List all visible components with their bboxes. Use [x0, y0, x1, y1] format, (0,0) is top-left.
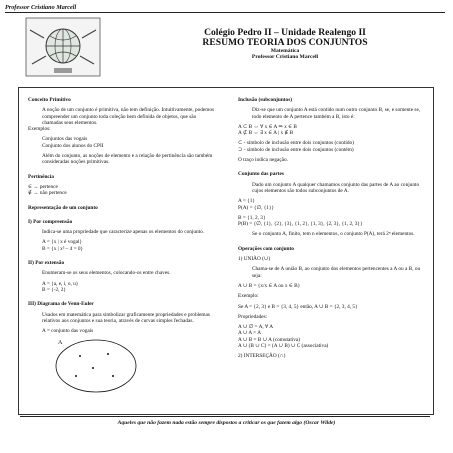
paragraph-uniao: Chama-se de A união B, ao conjunto dos elementos pertencentes a A ou a B, ou seja:: [252, 266, 421, 279]
paragraph-partes: Dado um conjunto A qualquer chamamos conjunto das partes de A ao conjunto cujos elementos são todos subconjuntos de A.: [252, 181, 420, 194]
power-set-example: P(A) = {∅, {1}}: [238, 204, 275, 211]
pertinence-item: ∉ → não pertence: [28, 190, 67, 197]
power-set-example: B = {1, 2, 3}: [238, 214, 266, 221]
venn-caption: A = conjunto das vogais: [42, 328, 94, 335]
header-rule: [5, 12, 445, 13]
svg-text:A: A: [58, 340, 63, 347]
title-block: [120, 28, 450, 61]
power-set-example: A = {1}: [238, 198, 255, 205]
set-example: A = {a, e, i, o, u}: [42, 280, 79, 287]
heading-inclusao: Inclusão (subconjuntos): [238, 97, 293, 103]
paragraph-venn: Usados em matemática para simbolizar graficamente propriedades e problemas relativos aos conjuntos e sua teoria, através de curvas simples fechadas.: [42, 311, 210, 324]
property-item: A ∪ (B ∪ C) = (A ∪ B) ∪ C (associativa): [238, 343, 329, 350]
symbol-note: ⊂ - símbolo de inclusão entre dois conjuntos (contido): [238, 140, 354, 147]
heading-extensao: II) Por extensão: [28, 260, 65, 267]
symbol-note: ⊃ - símbolo de inclusão entre dois conjuntos (contém): [238, 146, 354, 153]
heading-conceito: Conceito Primitivo: [28, 97, 71, 103]
union-example: Se A = {2, 3} e B = {3, 4, 5} então, A ∪ B = {2, 3, 4, 5}: [238, 303, 358, 310]
heading-venn: III) Diagrama de Venn-Euler: [28, 301, 94, 308]
venn-diagram: [38, 336, 158, 396]
set-example: A = {x | x é vogal}: [42, 239, 83, 246]
footer-rule: [20, 416, 430, 417]
paragraph-compreensao: Indica-se uma propriedade que caracterize apenas os elementos do conjunto.: [42, 229, 205, 236]
property-item: A ∪ B = B ∪ A (comutativa): [238, 336, 301, 343]
paragraph-alem: Além do conjunto, as noções de elemento e a relação de pertinência são também consideradas noções primitivas.: [42, 153, 213, 166]
example-label: Exemplo:: [238, 293, 259, 300]
inclusion-formula: A ⊄ B ⇔ ∃ x ∈ A | x ∉ B: [238, 130, 294, 137]
properties-label: Propriedades:: [238, 313, 268, 320]
paragraph-inclusao: Diz-se que um conjunto A está contido num outro conjunto B, se, e somente se, todo elemento de A pertence também a B, isto é:: [252, 107, 421, 120]
school-name: Colégio Pedro II – Unidade Realengo II: [204, 27, 366, 38]
negation-note: O traço indica negação.: [238, 157, 288, 164]
author-tag: Professor Cristiano Marcell: [5, 4, 77, 11]
document-title: RESUMO TEORIA DOS CONJUNTOS: [202, 37, 368, 48]
school-logo: [24, 16, 102, 78]
paragraph-extensao: Enumeram-se os seus elementos, colocando-os entre chaves.: [42, 270, 171, 277]
union-definition: A ∪ B = {x/x ∈ A ou x ∈ B}: [238, 282, 301, 289]
pertinence-item: ∈ → pertence: [28, 183, 58, 190]
left-column: [28, 93, 218, 396]
heading-pertinencia: Pertinência: [28, 173, 54, 180]
paragraph-conceito: A noção de um conjunto é primitiva, não tem definição. Intuitivamente, podemos compreender um conjunto toda coleção bem definida de objetos, que são chamadas seus elementos.: [42, 107, 215, 126]
paragraph-finito: Se o conjunto A, finito, tem n elementos, o conjunto P(A), terá 2ⁿ elementos.: [252, 231, 415, 238]
power-set-example: P(B) = {∅, {1}, {2}, {3}, {1, 2}, {1, 3}, {2, 3}, {1, 2, 3}}: [238, 221, 363, 228]
heading-partes: Conjunto das partes: [238, 171, 284, 178]
union-heading: 1) UNIÃO (∪): [238, 256, 271, 263]
footer-quote: Aqueles que não fazem nada estão sempre dispostos a criticar os que fazem algo (Oscar Wilde): [117, 420, 336, 426]
example-item: Conjunto dos alunos do CPII: [42, 142, 104, 149]
heading-operacoes: Operações com conjunto: [238, 245, 294, 252]
intersection-heading: 2) INTERSEÇÃO (∩): [238, 353, 286, 360]
set-example: B = {x | x² – 4 = 0}: [42, 245, 84, 252]
examples-label: Exemplos:: [28, 126, 51, 133]
inclusion-formula: A ⊂ B ⇔ ∀ x ∈ A ⇒ x ∈ B: [238, 123, 297, 130]
heading-compreensao: I) Por compreensão: [28, 218, 73, 225]
heading-representacao: Representação de um conjunto: [28, 204, 98, 211]
property-item: A ∪ A = A: [238, 330, 262, 337]
set-example: B = {-2, 2}: [42, 286, 66, 293]
subject: Matemática: [270, 48, 300, 54]
example-item: Conjuntos das vogais: [42, 136, 88, 143]
teacher-name: Professor Cristiano Marcell: [251, 54, 319, 61]
property-item: A ∪ ∅ = A, ∀ A: [238, 324, 274, 331]
right-column: [238, 93, 428, 360]
